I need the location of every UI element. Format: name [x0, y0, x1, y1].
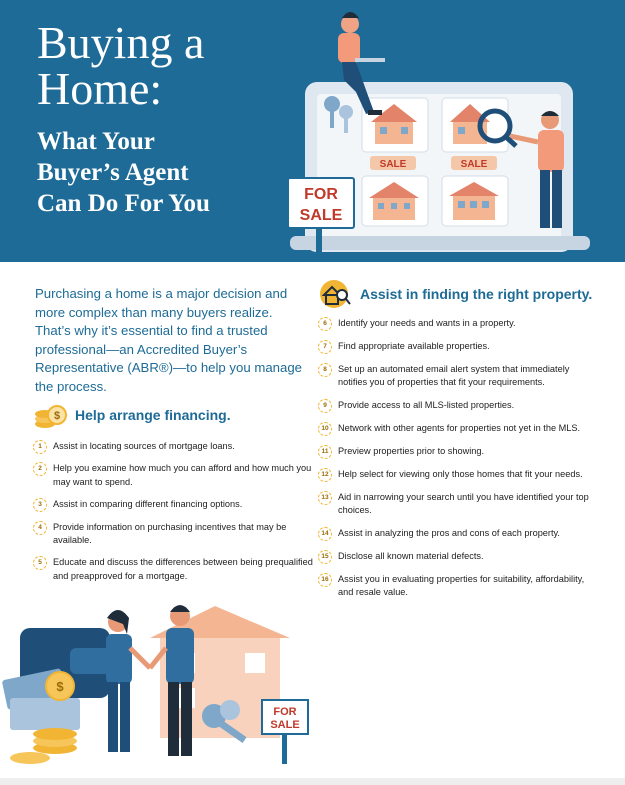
page-title [37, 17, 205, 114]
list-item [318, 491, 600, 518]
header-banner [0, 0, 625, 262]
step-number-badge: 12 [318, 468, 332, 482]
list-item-text: Provide access to all MLS-listed properties. [338, 400, 515, 411]
step-number-badge: 14 [318, 527, 332, 541]
money-icon [2, 668, 80, 764]
page-subtitle [37, 126, 210, 219]
list-item-text: Identify your needs and wants in a property. [338, 318, 516, 328]
list-item-text: Aid in narrowing your search until you have identified your top choices. [338, 491, 589, 516]
svg-text:$: $ [53, 410, 61, 422]
step-number-badge: 8 [318, 363, 332, 377]
subtitle-line-1: What Your [37, 128, 155, 155]
financing-heading-label: Help arrange financing. [75, 407, 231, 423]
list-item-text: Assist you in evaluating properties for suitability, affordability, and resale value. [338, 573, 585, 598]
woman-figure [106, 610, 150, 752]
step-number-badge: 11 [318, 445, 332, 459]
footer-divider [0, 778, 625, 785]
step-number-badge: 7 [318, 340, 332, 354]
list-item [318, 550, 600, 563]
sign-for-text: FOR [273, 706, 297, 718]
list-item-text: Assist in locating sources of mortgage loans. [53, 441, 235, 451]
handshake-illustration [0, 598, 320, 778]
property-heading [318, 279, 592, 309]
list-item-text: Help you examine how much you can afford and how much you may want to spend. [53, 463, 312, 487]
list-item [318, 340, 600, 353]
list-item-text: Help select for viewing only those homes that fit your needs. [338, 468, 583, 479]
sale-tag-1: SALE [379, 159, 407, 170]
subtitle-line-2: Buyer’s Agent [37, 159, 189, 186]
step-number-badge: 13 [318, 491, 332, 505]
step-number-badge: 9 [318, 399, 332, 413]
svg-text:$: $ [56, 679, 64, 694]
list-item [318, 573, 600, 600]
sign-sale-text: SALE [270, 719, 300, 731]
subtitle-line-3: Can Do For You [37, 190, 210, 217]
list-item-text: Preview properties prior to showing. [338, 445, 485, 456]
hero-illustration [270, 0, 625, 262]
list-item [318, 445, 600, 458]
step-number-badge: 3 [33, 498, 47, 512]
list-item [318, 363, 600, 390]
sale-tag-2: SALE [460, 159, 488, 170]
step-number-badge: 16 [318, 573, 332, 587]
sign-for-text: FOR [304, 186, 338, 203]
house-search-icon [318, 279, 352, 309]
for-sale-sign [262, 700, 308, 764]
list-item [318, 422, 600, 435]
list-item [318, 468, 600, 481]
intro-paragraph: Purchasing a home is a major decision and more complex than many buyers realize. That’s why it’s essential to find a trusted professional—an Accredited Buyer’s Representative (ABR®)—to help you manage the process. [35, 286, 303, 394]
list-item-text: Disclose all known material defects. [338, 550, 484, 561]
step-number-badge: 4 [33, 521, 47, 535]
step-number-badge: 2 [33, 462, 47, 476]
sign-sale-text: SALE [299, 207, 343, 224]
list-item-text: Provide information on purchasing incentives that may be available. [53, 521, 287, 546]
list-item-text: Network with other agents for properties not yet in the MLS. [338, 423, 581, 434]
list-item [318, 527, 600, 540]
coins-icon [33, 400, 67, 430]
list-item-text: Find appropriate available properties. [338, 340, 490, 351]
financing-heading [33, 400, 231, 430]
list-item [318, 399, 600, 412]
list-item [33, 521, 313, 548]
title-line-1: Buying a [37, 17, 205, 68]
step-number-badge: 6 [318, 317, 332, 331]
list-item [33, 440, 313, 453]
list-item [33, 556, 313, 583]
list-item-text: Assist in analyzing the pros and cons of each property. [338, 528, 560, 539]
step-number-badge: 15 [318, 550, 332, 564]
step-number-badge: 10 [318, 422, 332, 436]
list-item [318, 317, 600, 330]
step-number-badge: 5 [33, 556, 47, 570]
financing-list [33, 440, 313, 592]
list-item-text: Assist in comparing different financing options. [53, 499, 243, 510]
property-heading-label: Assist in finding the right property. [360, 286, 593, 302]
title-line-2: Home: [37, 63, 163, 114]
list-item [33, 498, 313, 511]
list-item-text: Set up an automated email alert system that immediately notifies you of properties that fit your requirements. [338, 363, 570, 388]
list-item [33, 462, 313, 489]
list-item-text: Educate and discuss the differences between being prequalified and preapproved for a mortgage. [53, 557, 313, 581]
property-list [318, 317, 600, 609]
step-number-badge: 1 [33, 440, 47, 454]
